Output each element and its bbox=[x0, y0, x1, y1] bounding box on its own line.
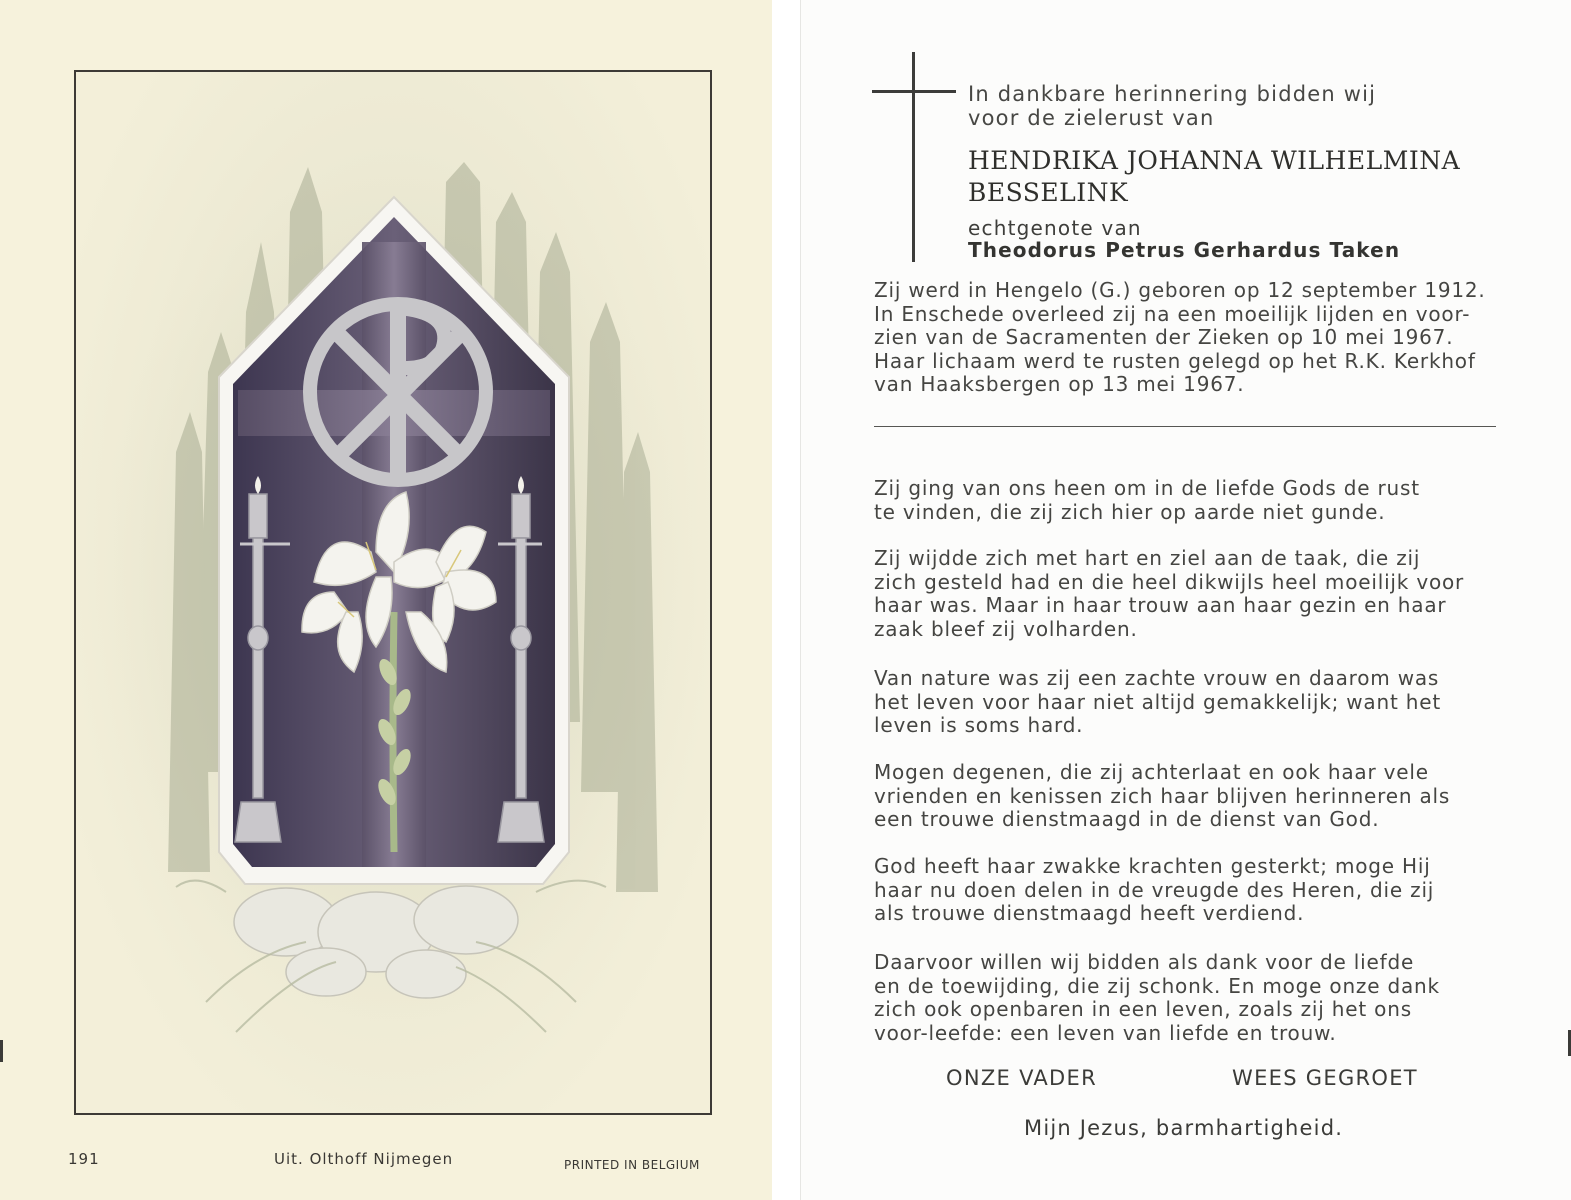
bio-line: Zij werd in Hengelo (G.) geboren op 12 september 1912. bbox=[874, 278, 1486, 302]
paragraph-line: het leven voor haar niet altijd gemakkelijk; want het bbox=[874, 689, 1441, 714]
bio-line: zien van de Sacramenten der Zieken op 10 mei 1967. bbox=[874, 325, 1454, 350]
spouse-name: Theodorus Petrus Gerhardus Taken bbox=[968, 238, 1401, 262]
scan-edge-mark bbox=[0, 1040, 3, 1062]
bio-line: van Haaksbergen op 13 mei 1967. bbox=[874, 372, 1245, 397]
printed-credit: PRINTED IN BELGIUM bbox=[564, 1158, 700, 1172]
left-card bbox=[0, 0, 772, 1200]
paragraph-line: te vinden, die zij zich hier op aarde niet gunde. bbox=[874, 499, 1386, 524]
biography bbox=[874, 279, 1496, 397]
intro-text bbox=[968, 82, 1376, 130]
paragraph-line: Daarvoor willen wij bidden als dank voor de liefde bbox=[874, 950, 1415, 974]
paragraph-line: zich gesteld had en die heel dikwijls heel moeilijk voor bbox=[874, 569, 1465, 594]
paragraph-1 bbox=[874, 477, 1496, 524]
paragraph-4 bbox=[874, 761, 1496, 832]
closing-line: Mijn Jezus, barmhartigheid. bbox=[1024, 1116, 1344, 1140]
paragraph-line: zich ook openbaren in een leven, zoals zij het ons bbox=[874, 997, 1412, 1022]
paragraph-line: zaak bleef zij volharden. bbox=[874, 616, 1138, 641]
prayer-onze-vader: ONZE VADER bbox=[946, 1066, 1097, 1090]
intro-line: In dankbare herinnering bidden wij bbox=[968, 82, 1377, 106]
paragraph-line: een trouwe dienstmaagd in de dienst van God. bbox=[874, 807, 1380, 832]
paragraph-3 bbox=[874, 667, 1496, 738]
paragraph-line: en de toewijding, die zij schonk. En moge onze dank bbox=[874, 973, 1440, 998]
spouse-label: echtgenote van bbox=[968, 216, 1142, 240]
divider bbox=[874, 426, 1496, 427]
paragraph-line: Zij ging van ons heen om in de liefde Gods de rust bbox=[874, 476, 1420, 500]
paragraph-6 bbox=[874, 951, 1496, 1045]
paragraph-line: Zij wijdde zich met hart en ziel aan de taak, die zij bbox=[874, 546, 1421, 570]
paragraph-2 bbox=[874, 547, 1496, 641]
paragraph-line: haar was. Maar in haar trouw aan haar gezin en haar bbox=[874, 593, 1447, 618]
bio-line: In Enschede overleed zij na een moeilijk lijden en voor- bbox=[874, 301, 1471, 326]
cross-icon bbox=[912, 52, 915, 262]
deceased-name bbox=[968, 145, 1460, 209]
paragraph-line: God heeft haar zwakke krachten gesterkt; moge Hij bbox=[874, 854, 1431, 878]
bio-line: Haar lichaam werd te rusten gelegd op het R.K. Kerkhof bbox=[874, 348, 1476, 373]
publisher-credit: Uit. Olthoff Nijmegen bbox=[274, 1150, 454, 1168]
intro-line: voor de zielerust van bbox=[968, 106, 1215, 130]
paragraph-line: als trouwe dienstmaagd heeft verdiend. bbox=[874, 901, 1305, 926]
paragraph-line: Mogen degenen, die zij achterlaat en ook haar vele bbox=[874, 760, 1429, 784]
paragraph-line: Van nature was zij een zachte vrouw en daarom was bbox=[874, 666, 1440, 690]
prayer-wees-gegroet: WEES GEGROET bbox=[1232, 1066, 1418, 1090]
paragraph-5 bbox=[874, 855, 1496, 926]
name-line: HENDRIKA JOHANNA WILHELMINA bbox=[968, 146, 1461, 175]
card-number: 191 bbox=[68, 1150, 100, 1168]
paragraph-line: vrienden en kenissen zich haar blijven herinneren als bbox=[874, 783, 1451, 808]
cross-icon-bar bbox=[872, 90, 956, 93]
paragraph-line: voor-leefde: een leven van liefde en trouw. bbox=[874, 1020, 1337, 1045]
paragraph-line: leven is soms hard. bbox=[874, 713, 1084, 738]
paragraph-line: haar nu doen delen in de vreugde des Heren, die zij bbox=[874, 877, 1435, 902]
name-line: BESSELINK bbox=[968, 178, 1129, 207]
chi-rho-lilies-candles-icon bbox=[76, 72, 710, 1113]
devotional-picture bbox=[74, 70, 712, 1115]
